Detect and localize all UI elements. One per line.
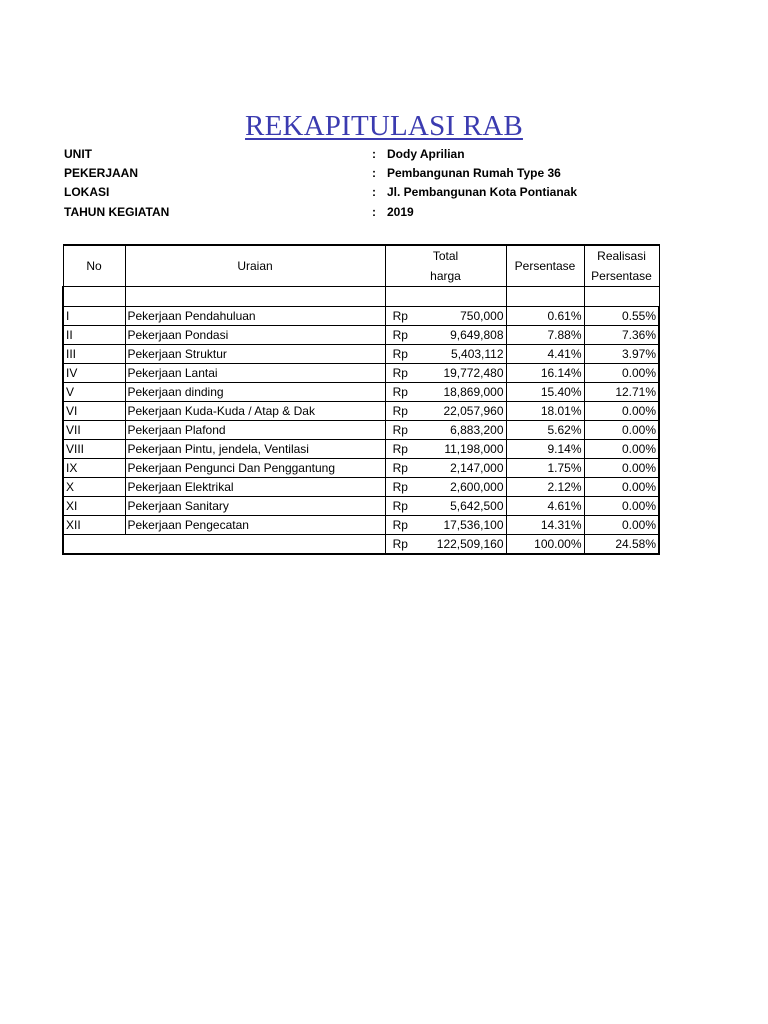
table-row (63, 364, 659, 383)
row-no: X (63, 478, 125, 497)
row-no: VIII (63, 440, 125, 459)
row-realisasi: 7.36% (584, 326, 659, 345)
row-realisasi: 3.97% (584, 345, 659, 364)
row-uraian: Pekerjaan Pondasi (125, 326, 385, 345)
info-colon: : (372, 205, 376, 219)
table-row (63, 307, 659, 326)
info-colon: : (372, 166, 376, 180)
info-value: 2019 (387, 205, 414, 219)
table-row (63, 516, 659, 535)
row-amount: 11,198,000 (415, 440, 506, 459)
row-persentase: 1.75% (506, 459, 584, 478)
row-no: XII (63, 516, 125, 535)
table-spacer-row (63, 287, 659, 307)
row-no: II (63, 326, 125, 345)
row-amount: 19,772,480 (415, 364, 506, 383)
row-no: III (63, 345, 125, 364)
table-body (63, 307, 659, 535)
info-colon: : (372, 147, 376, 161)
row-rp: Rp (385, 421, 415, 440)
row-realisasi: 12.71% (584, 383, 659, 402)
document-title: REKAPITULASI RAB (245, 110, 523, 142)
row-rp: Rp (385, 383, 415, 402)
row-realisasi: 0.00% (584, 402, 659, 421)
row-uraian: Pekerjaan Pengunci Dan Penggantung (125, 459, 385, 478)
total-realisasi: 24.58% (584, 535, 659, 555)
total-amount: 122,509,160 (415, 535, 506, 555)
row-rp: Rp (385, 345, 415, 364)
row-persentase: 18.01% (506, 402, 584, 421)
row-amount: 750,000 (415, 307, 506, 326)
row-realisasi: 0.00% (584, 364, 659, 383)
row-uraian: Pekerjaan Elektrikal (125, 478, 385, 497)
info-label: LOKASI (64, 185, 110, 199)
table-row (63, 383, 659, 402)
row-realisasi: 0.00% (584, 421, 659, 440)
row-uraian: Pekerjaan Lantai (125, 364, 385, 383)
row-realisasi: 0.00% (584, 478, 659, 497)
table-row (63, 402, 659, 421)
row-uraian: Pekerjaan dinding (125, 383, 385, 402)
header-persentase: Persentase (506, 245, 584, 287)
info-value: Dody Aprilian (387, 147, 465, 161)
row-realisasi: 0.00% (584, 516, 659, 535)
row-amount: 9,649,808 (415, 326, 506, 345)
row-uraian: Pekerjaan Pengecatan (125, 516, 385, 535)
row-persentase: 16.14% (506, 364, 584, 383)
info-colon: : (372, 185, 376, 199)
row-rp: Rp (385, 364, 415, 383)
row-amount: 22,057,960 (415, 402, 506, 421)
header-uraian: Uraian (125, 245, 385, 287)
row-persentase: 14.31% (506, 516, 584, 535)
row-no: XI (63, 497, 125, 516)
row-persentase: 2.12% (506, 478, 584, 497)
row-uraian: Pekerjaan Pintu, jendela, Ventilasi (125, 440, 385, 459)
row-no: IX (63, 459, 125, 478)
info-value: Jl. Pembangunan Kota Pontianak (387, 185, 578, 199)
row-persentase: 5.62% (506, 421, 584, 440)
total-persentase: 100.00% (506, 535, 584, 555)
table-row (63, 440, 659, 459)
row-amount: 17,536,100 (415, 516, 506, 535)
row-amount: 18,869,000 (415, 383, 506, 402)
row-uraian: Pekerjaan Struktur (125, 345, 385, 364)
row-amount: 2,147,000 (415, 459, 506, 478)
table-row (63, 459, 659, 478)
row-no: V (63, 383, 125, 402)
row-persentase: 4.41% (506, 345, 584, 364)
info-label: UNIT (64, 147, 92, 161)
header-no: No (63, 245, 125, 287)
row-no: IV (63, 364, 125, 383)
row-rp: Rp (385, 326, 415, 345)
row-amount: 2,600,000 (415, 478, 506, 497)
row-persentase: 15.40% (506, 383, 584, 402)
table-row (63, 326, 659, 345)
row-rp: Rp (385, 440, 415, 459)
row-amount: 5,403,112 (415, 345, 506, 364)
row-realisasi: 0.00% (584, 459, 659, 478)
table-row (63, 497, 659, 516)
row-no: I (63, 307, 125, 326)
row-realisasi: 0.00% (584, 440, 659, 459)
header-harga: harga (385, 266, 506, 287)
row-rp: Rp (385, 516, 415, 535)
row-rp: Rp (385, 497, 415, 516)
row-rp: Rp (385, 307, 415, 326)
header-realisasi-persentase: Persentase (584, 266, 659, 287)
row-uraian: Pekerjaan Pendahuluan (125, 307, 385, 326)
row-rp: Rp (385, 402, 415, 421)
row-uraian: Pekerjaan Sanitary (125, 497, 385, 516)
table-total-row (63, 535, 659, 555)
row-persentase: 0.61% (506, 307, 584, 326)
row-amount: 5,642,500 (415, 497, 506, 516)
row-no: VI (63, 402, 125, 421)
table-header-row (63, 245, 659, 266)
table-row (63, 478, 659, 497)
row-rp: Rp (385, 478, 415, 497)
rab-table (62, 244, 660, 555)
info-label: PEKERJAAN (64, 166, 139, 180)
info-value: Pembangunan Rumah Type 36 (387, 166, 561, 180)
row-persentase: 7.88% (506, 326, 584, 345)
table-row (63, 345, 659, 364)
header-realisasi: Realisasi (584, 245, 659, 266)
row-rp: Rp (385, 459, 415, 478)
row-persentase: 9.14% (506, 440, 584, 459)
row-amount: 6,883,200 (415, 421, 506, 440)
row-uraian: Pekerjaan Plafond (125, 421, 385, 440)
row-realisasi: 0.55% (584, 307, 659, 326)
info-label: TAHUN KEGIATAN (64, 205, 170, 219)
total-rp: Rp (385, 535, 415, 555)
row-no: VII (63, 421, 125, 440)
row-realisasi: 0.00% (584, 497, 659, 516)
header-total: Total (385, 245, 506, 266)
row-uraian: Pekerjaan Kuda-Kuda / Atap & Dak (125, 402, 385, 421)
row-persentase: 4.61% (506, 497, 584, 516)
table-row (63, 421, 659, 440)
